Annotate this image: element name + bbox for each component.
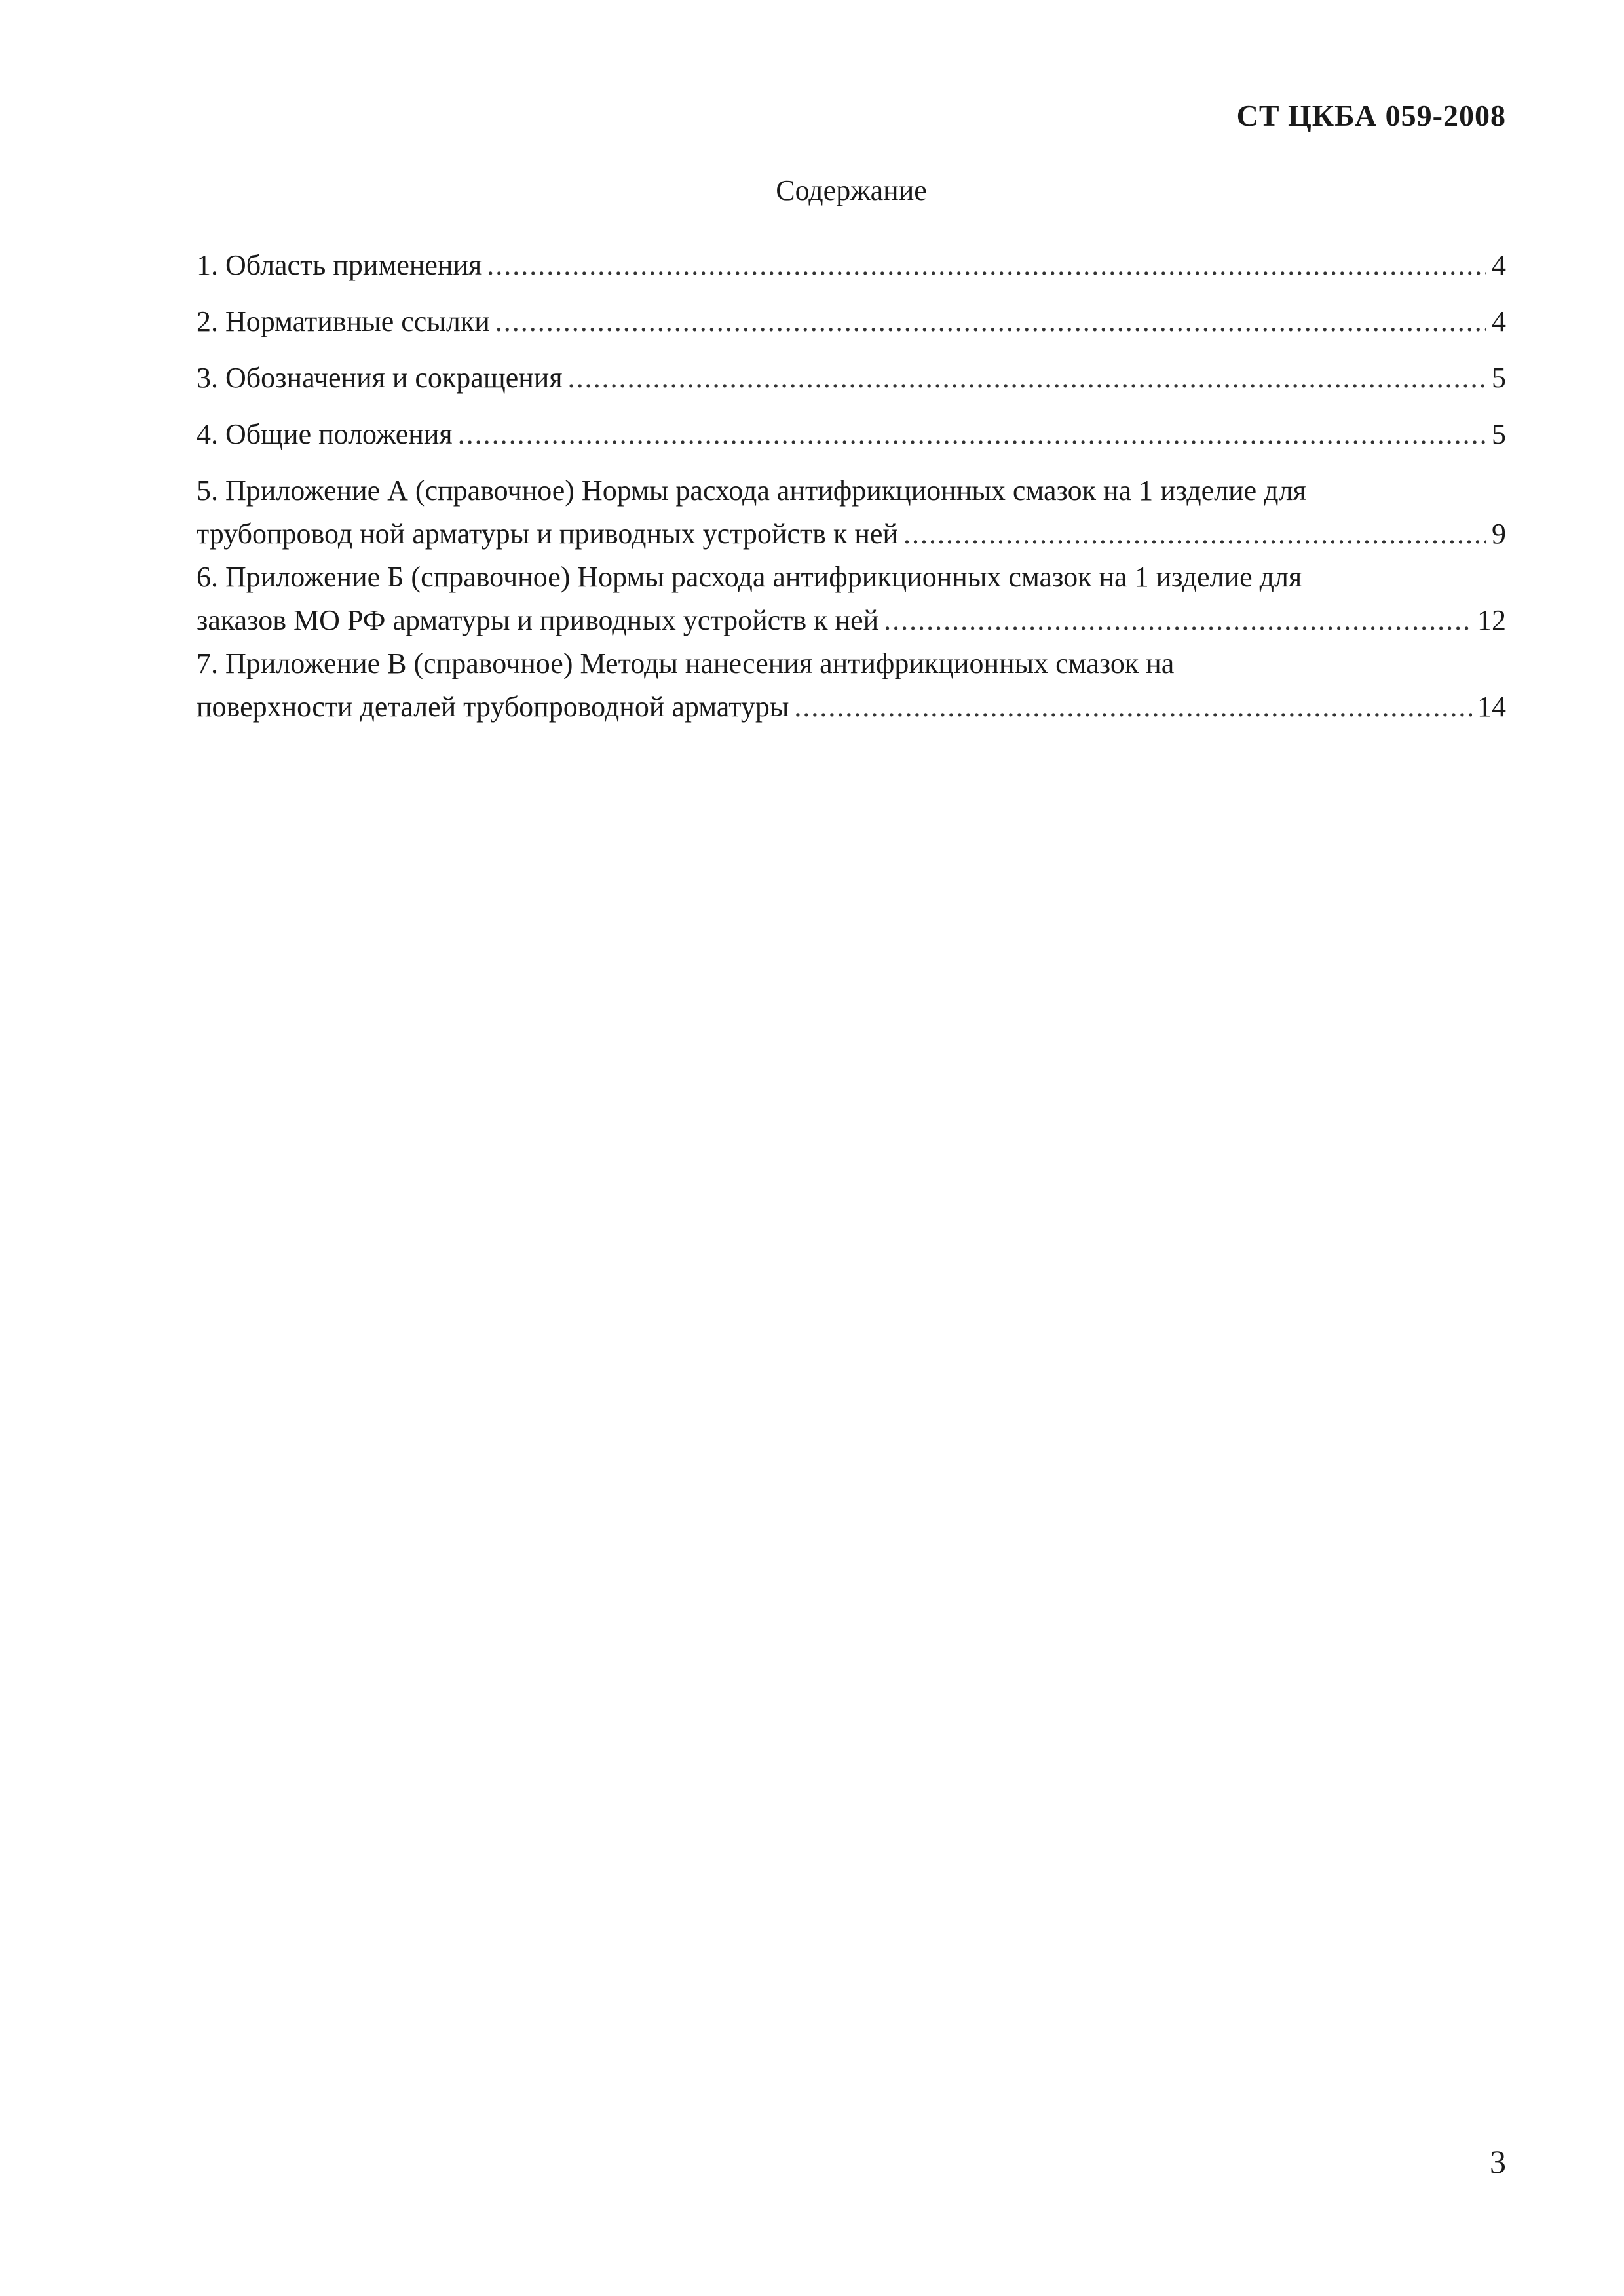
toc-entry[interactable] (197, 356, 1506, 400)
toc-entry[interactable] (197, 413, 1506, 456)
toc-entry-title: 1. Область применения (197, 249, 482, 281)
toc-entry-title: 4. Общие положения (197, 418, 453, 450)
toc-entry-title: 7. Приложение В (справочное) Методы нанесения антифрикционных смазок на (197, 647, 1175, 679)
toc-leader (568, 356, 1486, 400)
toc-entry-page: 5 (1492, 418, 1506, 450)
toc-entry-title-cont: трубопровод ной арматуры и приводных устройств к ней (197, 518, 898, 550)
toc-leader (903, 512, 1486, 556)
toc-entry-page: 4 (1492, 249, 1506, 281)
toc-leader (458, 413, 1486, 456)
toc-leader (487, 244, 1486, 287)
toc-entry[interactable] (197, 556, 1506, 642)
toc-entry-page: 12 (1477, 604, 1506, 636)
toc-entry[interactable] (197, 469, 1506, 556)
toc-entry-page: 14 (1477, 691, 1506, 723)
toc-entry-title-cont: заказов МО РФ арматуры и приводных устройств к ней (197, 604, 879, 636)
table-of-contents (197, 244, 1506, 729)
toc-leader (495, 300, 1486, 343)
toc-entry-page: 5 (1492, 362, 1506, 394)
toc-entry-page: 4 (1492, 305, 1506, 337)
toc-leader (884, 599, 1472, 642)
toc-entry[interactable] (197, 642, 1506, 729)
toc-entry[interactable] (197, 300, 1506, 343)
toc-entry-title-cont: поверхности деталей трубопроводной арматуры (197, 691, 789, 723)
toc-entry-title: 2. Нормативные ссылки (197, 305, 490, 337)
toc-entry-title: 6. Приложение Б (справочное) Нормы расхода антифрикционных смазок на 1 изделие для (197, 561, 1302, 593)
toc-entry-title: 5. Приложение А (справочное) Нормы расхода антифрикционных смазок на 1 изделие для (197, 474, 1306, 507)
document-code: СТ ЦКБА 059-2008 (1236, 99, 1506, 132)
toc-entry-title: 3. Обозначения и сокращения (197, 362, 563, 394)
toc-leader (794, 685, 1472, 729)
page-number: 3 (1490, 2143, 1506, 2180)
toc-title: Содержание (776, 174, 927, 206)
toc-entry-page: 9 (1492, 518, 1506, 550)
toc-entry[interactable] (197, 244, 1506, 287)
